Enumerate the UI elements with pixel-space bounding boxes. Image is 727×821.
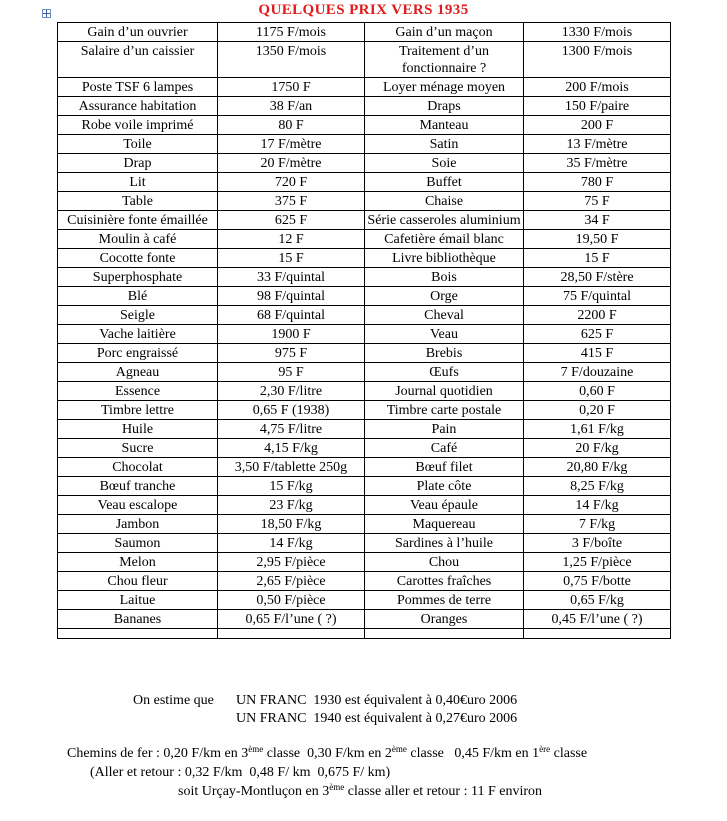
price-table-body [58,23,671,639]
price-left: 975 F [218,344,365,363]
price-left: 38 F/an [218,97,365,116]
item-name-right: Veau épaule [365,496,524,515]
price-right: 780 F [524,173,671,192]
rail-sup-3: ème [248,744,264,754]
item-name-left: Toile [58,135,218,154]
item-name-left: Laitue [58,591,218,610]
price-left: 1900 F [218,325,365,344]
price-left: 375 F [218,192,365,211]
item-name-right: Sardines à l’huile [365,534,524,553]
table-row [58,268,671,287]
table-row [58,211,671,230]
item-name-right: Loyer ménage moyen [365,78,524,97]
item-name-left: Moulin à café [58,230,218,249]
price-right: 34 F [524,211,671,230]
rail-prefix: Chemins de fer : 0,20 F/km en 3 [67,746,249,761]
price-left: 720 F [218,173,365,192]
price-right: 0,60 F [524,382,671,401]
table-row [58,534,671,553]
price-right: 415 F [524,344,671,363]
price-right: 1,61 F/kg [524,420,671,439]
item-name-right: Traitement d’un fonctionnaire ? [365,42,524,78]
item-name-right: Maquereau [365,515,524,534]
urcay-sup: ème [329,782,345,792]
item-name-right: Série casseroles aluminium [365,211,524,230]
urcay-montlucon-line [178,783,727,800]
price-left: 0,65 F/l’une ( ?) [218,610,365,629]
price-left: 2,65 F/pièce [218,572,365,591]
item-name-right: Manteau [365,116,524,135]
price-left: 0,65 F (1938) [218,401,365,420]
item-name-right: Bœuf filet [365,458,524,477]
item-name-right: Soie [365,154,524,173]
item-name-left: Assurance habitation [58,97,218,116]
table-row [58,420,671,439]
item-name-right: Gain d’un maçon [365,23,524,42]
price-left: 1750 F [218,78,365,97]
price-right: 35 F/mètre [524,154,671,173]
price-left: 80 F [218,116,365,135]
page-title: QUELQUES PRIX VERS 1935 [258,2,469,18]
item-name-left: Huile [58,420,218,439]
table-row [58,572,671,591]
price-left: 98 F/quintal [218,287,365,306]
price-right: 1,25 F/pièce [524,553,671,572]
item-name-right: Café [365,439,524,458]
table-row [58,306,671,325]
item-name-left: Porc engraissé [58,344,218,363]
price-left: 68 F/quintal [218,306,365,325]
price-right: 8,25 F/kg [524,477,671,496]
item-name-right: Veau [365,325,524,344]
urcay-suffix: classe aller et retour : 11 F environ [344,784,542,799]
price-left: 14 F/kg [218,534,365,553]
table-row [58,344,671,363]
empty-cell [218,629,365,639]
price-left: 3,50 F/tablette 250g [218,458,365,477]
rail-end: classe [550,746,588,761]
table-row [58,230,671,249]
price-right: 7 F/kg [524,515,671,534]
table-row [58,116,671,135]
price-left: 4,75 F/litre [218,420,365,439]
price-left: 17 F/mètre [218,135,365,154]
item-name-left: Chocolat [58,458,218,477]
price-right: 7 F/douzaine [524,363,671,382]
item-name-left: Bœuf tranche [58,477,218,496]
item-name-right: Chaise [365,192,524,211]
price-left: 12 F [218,230,365,249]
price-right: 15 F [524,249,671,268]
item-name-left: Seigle [58,306,218,325]
empty-cell [365,629,524,639]
price-right: 0,45 F/l’une ( ?) [524,610,671,629]
item-name-left: Poste TSF 6 lampes [58,78,218,97]
item-name-left: Essence [58,382,218,401]
rail-mid-1: classe 0,30 F/km en 2 [263,746,392,761]
item-name-right: Journal quotidien [365,382,524,401]
table-row [58,439,671,458]
price-left: 23 F/kg [218,496,365,515]
price-left: 15 F [218,249,365,268]
price-left: 1350 F/mois [218,42,365,78]
item-name-left: Drap [58,154,218,173]
table-row [58,97,671,116]
item-name-right: Satin [365,135,524,154]
item-name-right: Draps [365,97,524,116]
table-row [58,23,671,42]
item-name-right: Pain [365,420,524,439]
railway-prices-line [67,745,727,762]
item-name-right: Timbre carte postale [365,401,524,420]
table-row [58,477,671,496]
empty-table-row [58,629,671,639]
item-name-left: Blé [58,287,218,306]
item-name-right: Chou [365,553,524,572]
item-name-right: Pommes de terre [365,591,524,610]
item-name-left: Melon [58,553,218,572]
table-row [58,154,671,173]
table-row [58,325,671,344]
price-table [57,22,671,639]
price-right: 2200 F [524,306,671,325]
price-right: 19,50 F [524,230,671,249]
price-left: 2,95 F/pièce [218,553,365,572]
table-row [58,42,671,78]
price-left: 625 F [218,211,365,230]
table-row [58,78,671,97]
item-name-left: Lit [58,173,218,192]
price-right: 1330 F/mois [524,23,671,42]
table-row [58,287,671,306]
equivalence-1930: UN FRANC 1930 est équivalent à 0,40€uro 2006 [236,693,518,708]
item-name-right: Buffet [365,173,524,192]
price-right: 28,50 F/stère [524,268,671,287]
price-left: 4,15 F/kg [218,439,365,458]
item-name-left: Table [58,192,218,211]
item-name-right: Oranges [365,610,524,629]
rail-sup-1: ère [539,744,551,754]
price-right: 150 F/paire [524,97,671,116]
item-name-left: Chou fleur [58,572,218,591]
item-name-right: Orge [365,287,524,306]
price-right: 625 F [524,325,671,344]
rail-sup-2: ème [391,744,407,754]
price-right: 0,20 F [524,401,671,420]
table-row [58,249,671,268]
price-right: 14 F/kg [524,496,671,515]
item-name-right: Cafetière émail blanc [365,230,524,249]
item-name-right: Bois [365,268,524,287]
price-left: 1175 F/mois [218,23,365,42]
price-right: 1300 F/mois [524,42,671,78]
equivalence-1940: UN FRANC 1940 est équivalent à 0,27€uro 2006 [236,711,518,726]
item-name-right: Brebis [365,344,524,363]
table-row [58,401,671,420]
item-name-left: Sucre [58,439,218,458]
table-row [58,496,671,515]
table-row [58,192,671,211]
price-right: 200 F [524,116,671,135]
item-name-right: Livre bibliothèque [365,249,524,268]
item-name-left: Robe voile imprimé [58,116,218,135]
estimate-lead: On estime que [133,693,214,708]
price-left: 15 F/kg [218,477,365,496]
rail-mid-2: classe 0,45 F/km en 1 [406,746,540,761]
price-right: 20 F/kg [524,439,671,458]
item-name-left: Gain d’un ouvrier [58,23,218,42]
table-row [58,363,671,382]
price-right: 0,65 F/kg [524,591,671,610]
table-row [58,458,671,477]
item-name-left: Salaire d’un caissier [58,42,218,78]
item-name-left: Saumon [58,534,218,553]
table-row [58,173,671,192]
table-row [58,135,671,154]
item-name-left: Agneau [58,363,218,382]
table-row [58,515,671,534]
price-left: 0,50 F/pièce [218,591,365,610]
item-name-right: Plate côte [365,477,524,496]
price-left: 95 F [218,363,365,382]
item-name-left: Cocotte fonte [58,249,218,268]
item-name-left: Superphosphate [58,268,218,287]
item-name-left: Veau escalope [58,496,218,515]
item-name-right: Cheval [365,306,524,325]
table-row [58,610,671,629]
table-row [58,382,671,401]
price-right: 75 F [524,192,671,211]
price-right: 13 F/mètre [524,135,671,154]
table-row [58,553,671,572]
urcay-prefix: soit Urçay-Montluçon en 3 [178,784,330,799]
empty-cell [524,629,671,639]
price-left: 2,30 F/litre [218,382,365,401]
item-name-left: Jambon [58,515,218,534]
item-name-left: Bananes [58,610,218,629]
item-name-left: Vache laitière [58,325,218,344]
table-row [58,591,671,610]
price-left: 33 F/quintal [218,268,365,287]
price-right: 20,80 F/kg [524,458,671,477]
price-right: 200 F/mois [524,78,671,97]
price-left: 20 F/mètre [218,154,365,173]
price-right: 75 F/quintal [524,287,671,306]
return-prices-line: (Aller et retour : 0,32 F/km 0,48 F/ km 0,675 F/ km) [90,765,391,780]
item-name-right: Carottes fraîches [365,572,524,591]
empty-cell [58,629,218,639]
price-right: 0,75 F/botte [524,572,671,591]
item-name-left: Timbre lettre [58,401,218,420]
price-right: 3 F/boîte [524,534,671,553]
price-left: 18,50 F/kg [218,515,365,534]
item-name-right: Œufs [365,363,524,382]
item-name-left: Cuisinière fonte émaillée [58,211,218,230]
